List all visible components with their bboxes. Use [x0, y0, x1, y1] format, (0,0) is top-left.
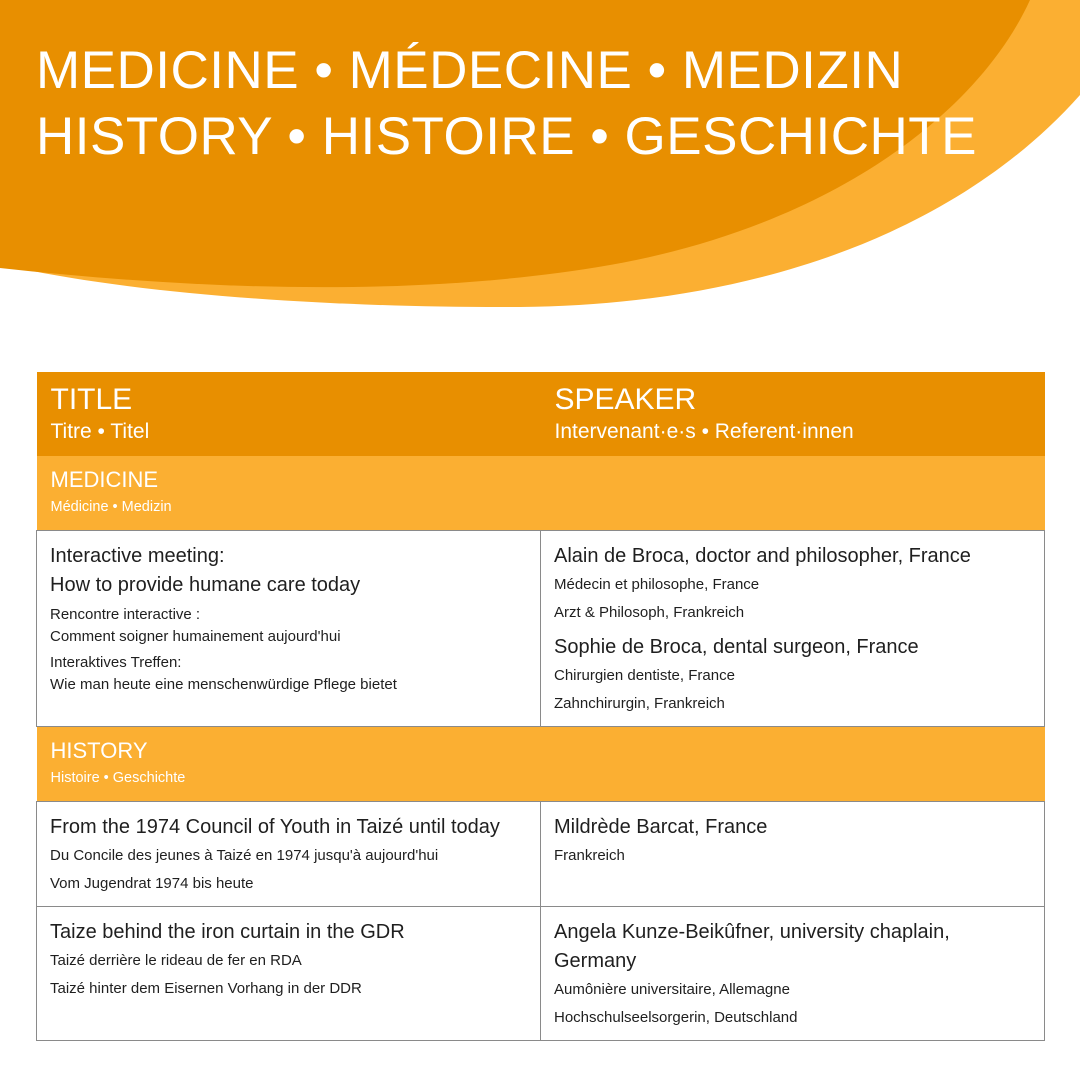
column-header-title-translation: Titre • Titel	[50, 420, 150, 443]
title-cell	[37, 907, 541, 1041]
session-title-en: From the 1974 Council of Youth in Taizé until today	[50, 816, 500, 838]
column-header-title-label: TITLE	[50, 383, 133, 416]
speaker-name: Alain de Broca, doctor and philosopher, France	[554, 545, 971, 567]
session-title-fr: Taizé derrière le rideau de fer en RDA	[50, 952, 302, 969]
section-subtitle-history: Histoire • Geschichte	[50, 770, 186, 786]
session-title-de: Taizé hinter dem Eisernen Vorhang in der DDR	[50, 980, 362, 997]
speaker-role-de: Zahnchirurgin, Frankreich	[554, 695, 725, 712]
speaker-name: Sophie de Broca, dental surgeon, France	[554, 636, 919, 658]
session-title-fr: Du Concile des jeunes à Taizé en 1974 jusqu'à aujourd'hui	[50, 847, 439, 864]
session-title-de-line1: Interaktives Treffen:	[50, 654, 182, 671]
session-title-en-line2: How to provide humane care today	[50, 574, 361, 596]
banner	[0, 0, 1080, 340]
speaker-role-fr: Aumônière universitaire, Allemagne	[554, 981, 790, 998]
table-row	[37, 531, 1045, 727]
session-title-de-line2: Wie man heute eine menschenwürdige Pflege bietet	[50, 676, 397, 693]
section-header-cell	[37, 456, 1045, 531]
program-table	[36, 372, 1045, 1041]
column-header-title	[37, 372, 541, 456]
speaker-cell	[541, 531, 1045, 727]
speaker-role-de: Hochschulseelsorgerin, Deutschland	[554, 1009, 798, 1026]
section-subtitle-medicine: Médicine • Medizin	[50, 499, 172, 515]
session-title-de: Vom Jugendrat 1974 bis heute	[50, 875, 254, 892]
speaker-cell	[541, 907, 1045, 1041]
speaker-role-de: Arzt & Philosoph, Frankreich	[554, 604, 745, 621]
speaker-country-de: Frankreich	[554, 847, 625, 864]
column-header-speaker-translation: Intervenant·e·s • Referent·innen	[554, 420, 854, 443]
session-title-en-line1: Interactive meeting:	[50, 545, 225, 567]
session-title-en: Taize behind the iron curtain in the GDR	[50, 921, 405, 943]
column-header-speaker-label: SPEAKER	[554, 383, 697, 416]
speaker-name: Angela Kunze-Beikûfner, university chaplain, Germany	[554, 921, 950, 972]
title-cell	[37, 802, 541, 907]
column-header-speaker	[541, 372, 1045, 456]
page-title	[36, 38, 977, 170]
title-cell	[37, 531, 541, 727]
session-title-fr-line2: Comment soigner humainement aujourd'hui	[50, 628, 341, 645]
session-title-fr-line1: Rencontre interactive :	[50, 606, 201, 623]
table-row	[37, 802, 1045, 907]
section-header-history	[37, 727, 1045, 802]
speaker-role-fr: Médecin et philosophe, France	[554, 576, 760, 593]
speaker-name: Mildrède Barcat, France	[554, 816, 768, 838]
section-header-medicine	[37, 456, 1045, 531]
speaker-cell	[541, 802, 1045, 907]
speaker-role-fr: Chirurgien dentiste, France	[554, 667, 735, 684]
section-title-medicine: MEDICINE	[50, 467, 159, 492]
table-header-row	[37, 372, 1045, 456]
table-row	[37, 907, 1045, 1041]
title-line-history: HISTORY • HISTOIRE • GESCHICHTE	[36, 107, 978, 166]
title-line-medicine: MEDICINE • MÉDECINE • MEDIZIN	[36, 41, 904, 100]
section-header-cell	[37, 727, 1045, 802]
section-title-history: HISTORY	[50, 738, 148, 763]
